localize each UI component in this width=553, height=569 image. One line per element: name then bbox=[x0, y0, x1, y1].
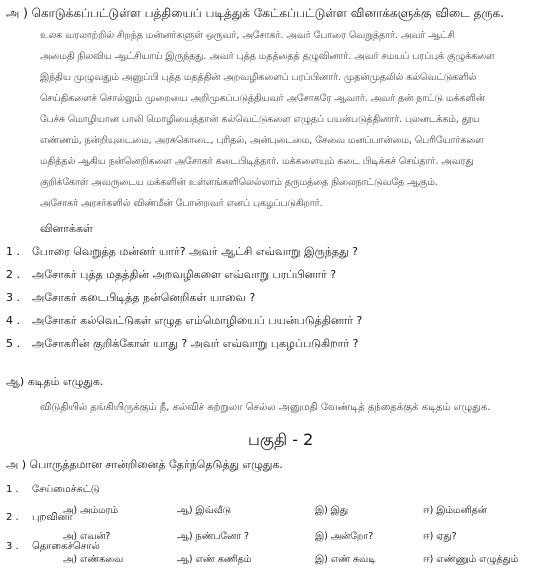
question-number: 2 . bbox=[6, 268, 20, 281]
mcq-option[interactable]: அ) எவன்? bbox=[63, 531, 111, 542]
mcq-option[interactable]: ஆ) எண் கணிதம் bbox=[177, 554, 252, 565]
section2-instruction: அ ) பொருத்தமான சான்றினைத் தேர்ந்தெடுத்து எழுதுக. bbox=[6, 458, 283, 471]
mcq-option[interactable]: இ) அன்றோ? bbox=[315, 531, 374, 542]
passage-line: மதித்தல் ஆகிய நன்னெறிகளை அசோகர் கடைபிடித்தார். மக்களையும் கடை பிடிக்கச் செய்தார். அவரது bbox=[40, 156, 474, 167]
mcq-number: 1 . bbox=[6, 484, 19, 495]
mcq-label bbox=[6, 541, 100, 553]
question-item bbox=[6, 337, 358, 352]
passage-line: உலக வரலாற்றில் சிறந்த மன்னர்களுள் ஒருவர், அசோகர். அவர் போரை வெறுத்தார். அவர் ஆட்சி bbox=[40, 30, 455, 41]
mcq-option[interactable]: இ) எண் சுவடி bbox=[315, 554, 376, 565]
question-text: அசோகர் புத்த மதத்தின் அறவழிகளை எவ்வாறு பரப்பினார் ? bbox=[32, 268, 337, 281]
mcq-label-text: புறவினா bbox=[32, 512, 73, 523]
section-title: பகுதி - 2 bbox=[248, 430, 314, 449]
mcq-label bbox=[6, 484, 100, 496]
question-text: போரை வெறுத்த மன்னர் யார்? அவர் ஆட்சி எவ்வாறு இருந்தது ? bbox=[32, 245, 358, 258]
mcq-label-text: தொகைச்சொல் bbox=[32, 541, 100, 552]
question-item bbox=[6, 291, 255, 306]
question-item bbox=[6, 245, 358, 260]
mcq-option[interactable]: அ) அம்மரம் bbox=[63, 505, 118, 516]
letter-heading: ஆ) கடிதம் எழுதுக. bbox=[6, 375, 104, 388]
question-item bbox=[6, 314, 362, 329]
mcq-label-text: சேய்மைச்சுட்டு bbox=[32, 484, 100, 495]
question-item bbox=[6, 268, 336, 283]
mcq-option[interactable]: இ) இது bbox=[315, 505, 349, 516]
passage-line: எண்ணம், நன்றியுடைமை, அரசுகொடை, புரிதல், அன்புடைமை, சேவை மனப்பான்மை, பெரியோர்களை bbox=[40, 135, 484, 146]
mcq-option[interactable]: ஆ) இவ்வீடு bbox=[177, 505, 231, 516]
mcq-number: 2 . bbox=[6, 512, 19, 523]
passage-line: அசோகர் அரசர்களில் விண்மீன் போன்றவர் எனப் புகழப்படுகிறார். bbox=[40, 198, 323, 209]
mcq-option[interactable]: ஈ) எண்ணும் எழுத்தும் bbox=[423, 554, 519, 565]
question-number: 1 . bbox=[6, 245, 20, 258]
question-number: 5 . bbox=[6, 337, 20, 350]
mcq-option[interactable]: ஆ) நண்பனோ ? bbox=[177, 531, 250, 542]
mcq-number: 3 . bbox=[6, 541, 19, 552]
passage-line: அமைதி நிலவிய ஆட்சியாய் இருந்தது. அவர் புத்த மதத்தைத் தழுவினார். அவர் சமயப் பரப்புக் குழுக்களை bbox=[40, 51, 495, 62]
question-number: 3 . bbox=[6, 291, 20, 304]
question-text: அசோகர் கடைபிடித்த நன்னெறிகள் யாவை ? bbox=[32, 291, 256, 304]
question-text: அசோகரின் குறிக்கோள் யாது ? அவர் எவ்வாறு புகழப்படுகிறார் ? bbox=[32, 337, 359, 350]
question-number: 4 . bbox=[6, 314, 20, 327]
mcq-label bbox=[6, 512, 73, 524]
passage-line: குறிக்கோள் அவருடைய மக்களின் உள்ளங்களிலெல்லாம் தருமத்தை நிலைநாட்டுவதே ஆகும். bbox=[40, 177, 438, 188]
mcq-option[interactable]: ஈ) ஏது? bbox=[423, 531, 457, 542]
passage-line: இந்திய முழுவதும் அனுப்பி புத்த மதத்தின் அறவழிகளைப் பரப்பினார். முதன்முதலில் கல்வெட்டுகளில் bbox=[40, 72, 477, 83]
mcq-option[interactable]: அ) எண்கவை bbox=[63, 554, 124, 565]
question-text: அசோகர் கல்வெட்டுகள் எழுத எம்மொழியைப் பயன்படுத்தினார் ? bbox=[32, 314, 363, 327]
passage-line: பேச்சு மொழியான பாலி மொழியைத்தான் கல்வெட்டுகளை எழுதப் பயன்படுத்தினார். புலனடக்கம், தூய bbox=[40, 114, 480, 125]
letter-task: விடுதியில் தங்கியிருக்கும் நீ, கல்விச் சுற்றுலா செல்ல அனுமதி வேண்டித் தந்தைக்குக் கடிதம் எழுதுக. bbox=[40, 402, 491, 413]
passage-line: செய்திகளைச் சொல்லும் முறையை அறிமுகப்படுத்தியவர் அசோகரே ஆவார். அவர் தன் நாட்டு மக்களின் bbox=[40, 93, 485, 104]
questions-label: வினாக்கள் bbox=[40, 222, 93, 235]
part-a-instruction: அ ) கொடுக்கப்பட்டுள்ள பத்தியைப் படித்துக் கேட்கப்பட்டுள்ள வினாக்களுக்கு விடை தருக. bbox=[6, 6, 505, 20]
mcq-option[interactable]: ஈ) இம்மனிதன் bbox=[423, 505, 487, 516]
